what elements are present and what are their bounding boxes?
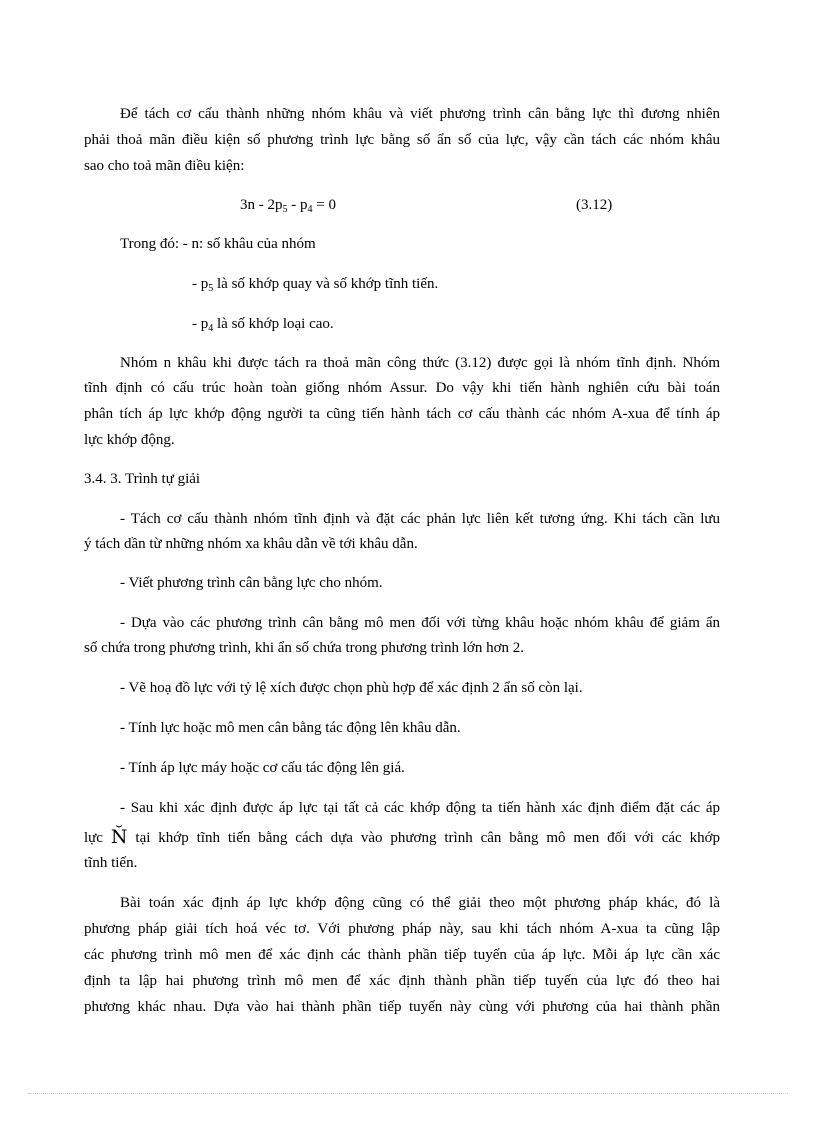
equation-part-1: 3n - 2p [240, 197, 283, 213]
step-7-line-2-post: tại khớp tĩnh tiến bằng cách dựa vào phương trình cân bằng mô men đối với các khớp [135, 830, 721, 846]
step-4: - Vẽ hoạ đồ lực với tỷ lệ xích được chọn phù hợp để xác định 2 ẩn số còn lại. [120, 680, 583, 696]
paragraph-2-line-3: phân tích áp lực khớp động người ta cũng tiến hành tách cơ cấu thành các nhóm A-xua để tính áp [84, 406, 720, 422]
step-1-line-2: ý tách dần từ những nhóm xa khâu dẫn về tới khâu dẫn. [84, 536, 418, 552]
paragraph-1-line-2: phải thoả mãn điều kiện số phương trình lực bằng số ẩn số của lực, vậy cần tách các nhóm khâu [84, 132, 720, 148]
step-7-line-1: - Sau khi xác định được áp lực tại tất cả các khớp động ta tiến hành xác định điểm đặt các áp [120, 800, 720, 816]
step-5: - Tính lực hoặc mô men cân bằng tác động lên khâu dẫn. [120, 720, 461, 736]
paragraph-1-line-1: Để tách cơ cấu thành những nhóm khâu và viết phương trình cân bằng lực thì đương nhiên [120, 106, 720, 122]
paragraph-2-line-1: Nhóm n khâu khi được tách ra thoả mãn công thức (3.12) được gọi là nhóm tĩnh định. Nhóm [120, 355, 720, 371]
paragraph-3-line-4: định ta lập hai phương trình mô men để xác định thành phần tiếp tuyến của lực đó theo hai [84, 973, 720, 989]
paragraph-3-line-3: các phương trình mô men để xác định các thành phần tiếp tuyến của áp lực. Mỗi áp lực cần xác [84, 947, 720, 963]
where-p4 [192, 314, 334, 334]
where-p5-prefix: - p [192, 276, 209, 292]
paragraph-3-line-1: Bài toán xác định áp lực khớp động cũng có thể giải theo một phương pháp khác, đó là [120, 895, 720, 911]
step-1-line-1: - Tách cơ cấu thành nhóm tĩnh định và đặt các phản lực liên kết tương ứng. Khi tách cần lưu [120, 511, 720, 527]
paragraph-2-line-2: tĩnh định có cấu trúc hoàn toàn giống nhóm Assur. Do vậy khi tiến hành nghiên cứu bài toán [84, 380, 720, 396]
paragraph-3-line-5: phương khác nhau. Dựa vào hai thành phần tiếp tuyến này cùng với phương của hai thành phần [84, 999, 720, 1015]
where-p5-text: là số khớp quay và số khớp tĩnh tiến. [213, 276, 439, 292]
step-7-line-2 [84, 827, 720, 848]
where-p5-subscript: 5 [208, 283, 214, 294]
equation-subscript-5: 5 [282, 204, 288, 215]
step-7-line-2-pre: lực [84, 830, 103, 846]
equation-part-2: - p [287, 197, 308, 213]
footer-dotted-rule [28, 1093, 788, 1094]
paragraph-3-line-2: phương pháp giải tích hoá véc tơ. Với phương pháp này, sau khi tách nhóm A-xua ta cũng lập [84, 921, 720, 937]
step-7-line-3: tĩnh tiến. [84, 855, 138, 871]
where-p4-text: là số khớp loại cao. [213, 316, 334, 332]
where-p4-subscript: 4 [208, 323, 214, 334]
force-n-symbol: N̆ [110, 826, 128, 848]
section-heading: 3.4. 3. Trình tự giải [84, 471, 201, 487]
step-3-line-2: số chứa trong phương trình, khi ẩn số chứa trong phương trình lớn hơn 2. [84, 640, 525, 656]
equation-number: (3.12) [576, 197, 613, 213]
where-p5 [192, 274, 438, 294]
step-6: - Tính áp lực máy hoặc cơ cấu tác động lên giá. [120, 760, 405, 776]
paragraph-1-line-3: sao cho toả mãn điều kiện: [84, 158, 245, 174]
equation-part-3: = 0 [312, 197, 336, 213]
equation-subscript-4: 4 [307, 204, 313, 215]
where-intro: Trong đó: - n: số khâu của nhóm [120, 236, 316, 252]
paragraph-2-line-4: lực khớp động. [84, 432, 175, 448]
step-2: - Viết phương trình cân bằng lực cho nhóm. [120, 575, 383, 591]
equation-3-12 [240, 195, 336, 215]
where-p4-prefix: - p [192, 316, 209, 332]
step-3-line-1: - Dựa vào các phương trình cân bằng mô men đối với từng khâu hoặc nhóm khâu để giảm ẩn [120, 615, 720, 631]
